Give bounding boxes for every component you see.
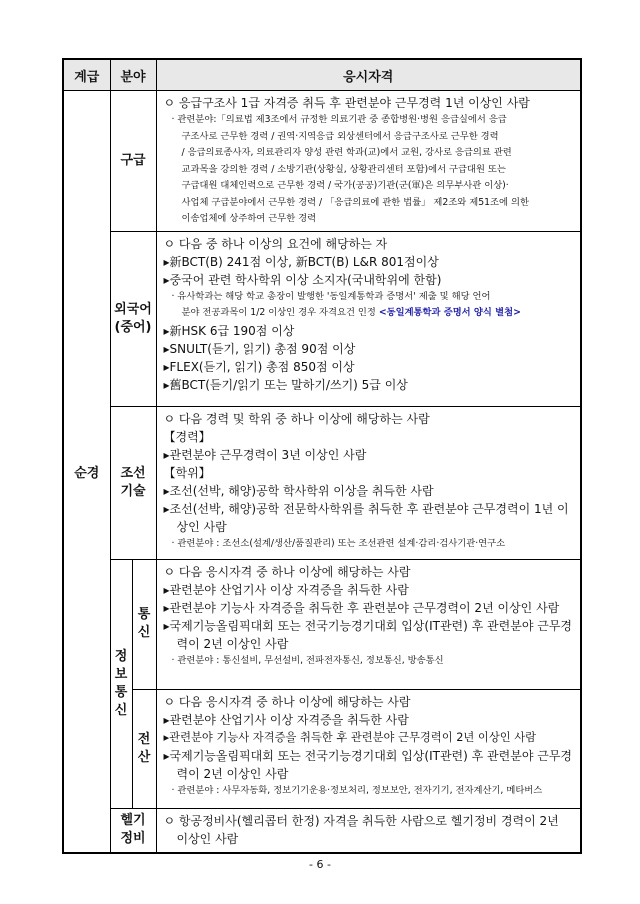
main-text: ㅇ 항공정비사(헬리콥터 한정) 자격을 취득한 사람으로 헬기정비 경력이 2년 이상인 사람	[163, 813, 559, 846]
subfield-computing	[132, 689, 156, 808]
list-item: ▸조선(선박, 해양)공학 전문학사학위를 취득한 후 관련분야 근무경력이 1년 이상인 사람	[163, 501, 569, 534]
field-ict-char: 정	[114, 648, 128, 664]
subfield-char: 산	[137, 749, 151, 765]
list-item: ▸중국어 관련 학사학위 이상 소지자(국내학위에 한함)	[163, 272, 442, 287]
list-item: ▸국제기능올림픽대회 또는 전국기능경기대회 입상(IT관련) 후 관련분야 근무경력이 2년 이상인 사람	[163, 748, 572, 781]
qualification-table	[62, 58, 582, 854]
note-text: 분야 전공과목이 1/2 이상인 경우 자격요건 인정	[181, 307, 379, 318]
content-helicopter	[156, 808, 581, 853]
note-line: 구조사로 근무한 경력 / 권역·지역응급 외상센터에서 응급구조사로 근무한 경력	[181, 130, 499, 142]
field-heli-line1: 헬기	[120, 813, 146, 829]
note-line: · 관련분야 : 사무자동화, 정보기기운용·정보처리, 정보보안, 전자기기, 전자계산기, 메타버스	[171, 784, 543, 796]
list-item: ▸조선(선박, 해양)공학 학사학위 이상을 취득한 사람	[163, 483, 434, 498]
subfield-char: 전	[137, 731, 151, 747]
field-ict-char: 신	[114, 702, 128, 718]
list-item: ▸국제기능올림픽대회 또는 전국기능경기대회 입상(IT관련) 후 관련분야 근무경력이 2년 이상인 사람	[163, 618, 572, 651]
note-line: · 관련분야 : 통신설비, 무선설비, 전파전자통신, 정보통신, 방송통신	[171, 654, 444, 666]
category-cell: 순경	[63, 91, 110, 854]
field-foreign-line1: 외국어	[114, 301, 152, 317]
subfield-char: 신	[137, 625, 151, 640]
page-number: - 6 -	[309, 858, 331, 871]
field-ict	[110, 559, 132, 808]
list-item: ▸新HSK 6급 190점 이상	[163, 323, 295, 338]
subfield-telecom	[132, 559, 156, 689]
note-line: / 응급의료종사자, 의료관리자 양성 관련 학과(교)에서 교원, 강사로 응급의료 관련	[181, 147, 512, 158]
row-foreign	[63, 231, 581, 406]
note-line: 사업체 구급분야에서 근무한 경력 / 「응급의료에 관한 법률」 제2조와 제51조에 의한	[181, 196, 529, 208]
header-row	[63, 59, 581, 91]
row-helicopter	[63, 808, 581, 853]
list-item: ▸舊BCT(듣기/읽기 또는 말하기/쓰기) 5급 이상	[163, 377, 408, 392]
list-item: ▸관련분야 근무경력이 3년 이상인 사람	[163, 447, 367, 462]
list-item: ▸SNULT(듣기, 읽기) 총점 90점 이상	[163, 341, 356, 356]
note-line: · 관련분야:「의료법 제3조에서 규정한 의료기관 중 종합병원·병원 응급실에서 응급	[171, 114, 507, 125]
main-text: ㅇ 다음 응시자격 중 하나 이상에 해당하는 사람	[163, 694, 411, 709]
main-text: ㅇ 응급구조사 1급 자격증 취득 후 관련분야 근무경력 1년 이상인 사람	[163, 96, 530, 110]
note-line: 구급대원 대체인력으로 근무한 경력 / 국가(공공)기관(군(軍)은 의무부사관 이상)·	[181, 180, 509, 191]
list-item: ▸FLEX(듣기, 읽기) 총점 850점 이상	[163, 359, 355, 374]
content-foreign	[156, 231, 581, 406]
field-ict-char: 보	[114, 666, 128, 682]
content-emergency	[156, 91, 581, 232]
field-emergency: 구급	[110, 91, 156, 232]
field-ship-line2: 기술	[120, 483, 146, 499]
note-line-2	[172, 305, 575, 322]
main-text: ㅇ 다음 중 하나 이상의 요건에 해당하는 자	[163, 236, 388, 251]
field-helicopter	[110, 808, 156, 853]
field-foreign-line2: (중어)	[114, 319, 152, 335]
degree-label: 【학위】	[163, 465, 211, 480]
note-block	[164, 112, 575, 228]
subfield-char: 통	[137, 607, 151, 622]
attachment-reference: <동일계통학과 증명서 양식 별첨>	[378, 307, 521, 318]
list-item: ▸관련분야 기능사 자격증을 취득한 후 관련분야 근무경력이 2년 이상인 사람	[163, 730, 537, 744]
header-rank: 계급	[63, 59, 110, 91]
field-shipbuilding	[110, 406, 156, 559]
career-label: 【경력】	[163, 429, 211, 444]
note-line: · 관련분야 : 조선소(설계/생산/품질관리) 또는 조선관련 설계·감리·검사기관·연구소	[171, 537, 506, 549]
list-item: ▸관련분야 산업기사 이상 자격증을 취득한 사람	[163, 712, 409, 727]
note-line: 교과목을 강의한 경력 / 소방기관(상황실, 상황관리센터 포함)에서 구급대원 또는	[181, 163, 506, 175]
main-text: ㅇ 다음 응시자격 중 하나 이상에 해당하는 사람	[163, 564, 411, 579]
row-ict-telecom	[63, 559, 581, 689]
row-emergency	[63, 91, 581, 232]
note-line: · 유사학과는 해당 학교 총장이 발행한 '동일계통학과 증명서' 제출 및 해당 언어	[171, 290, 491, 302]
field-foreign	[110, 231, 156, 406]
list-item: ▸관련분야 기능사 자격증을 취득한 후 관련분야 근무경력이 2년 이상인 사람	[163, 600, 560, 615]
row-shipbuilding	[63, 406, 581, 559]
note-block	[164, 289, 575, 322]
header-qualification: 응시자격	[156, 59, 581, 91]
header-field: 분야	[110, 59, 156, 91]
row-ict-computing	[63, 689, 581, 808]
content-computing	[156, 689, 581, 808]
field-heli-line2: 정비	[120, 831, 146, 847]
list-item: ▸新BCT(B) 241점 이상, 新BCT(B) L&R 801점이상	[163, 254, 439, 269]
note-line: 이송업체에 상주하여 근무한 경력	[181, 213, 317, 224]
main-text: ㅇ 다음 경력 및 학위 중 하나 이상에 해당하는 사람	[163, 411, 430, 426]
list-item: ▸관련분야 산업기사 이상 자격증을 취득한 사람	[163, 582, 409, 597]
field-ship-line1: 조선	[120, 465, 146, 481]
content-shipbuilding	[156, 406, 581, 559]
field-ict-char: 통	[114, 684, 128, 700]
content-telecom	[156, 559, 581, 689]
